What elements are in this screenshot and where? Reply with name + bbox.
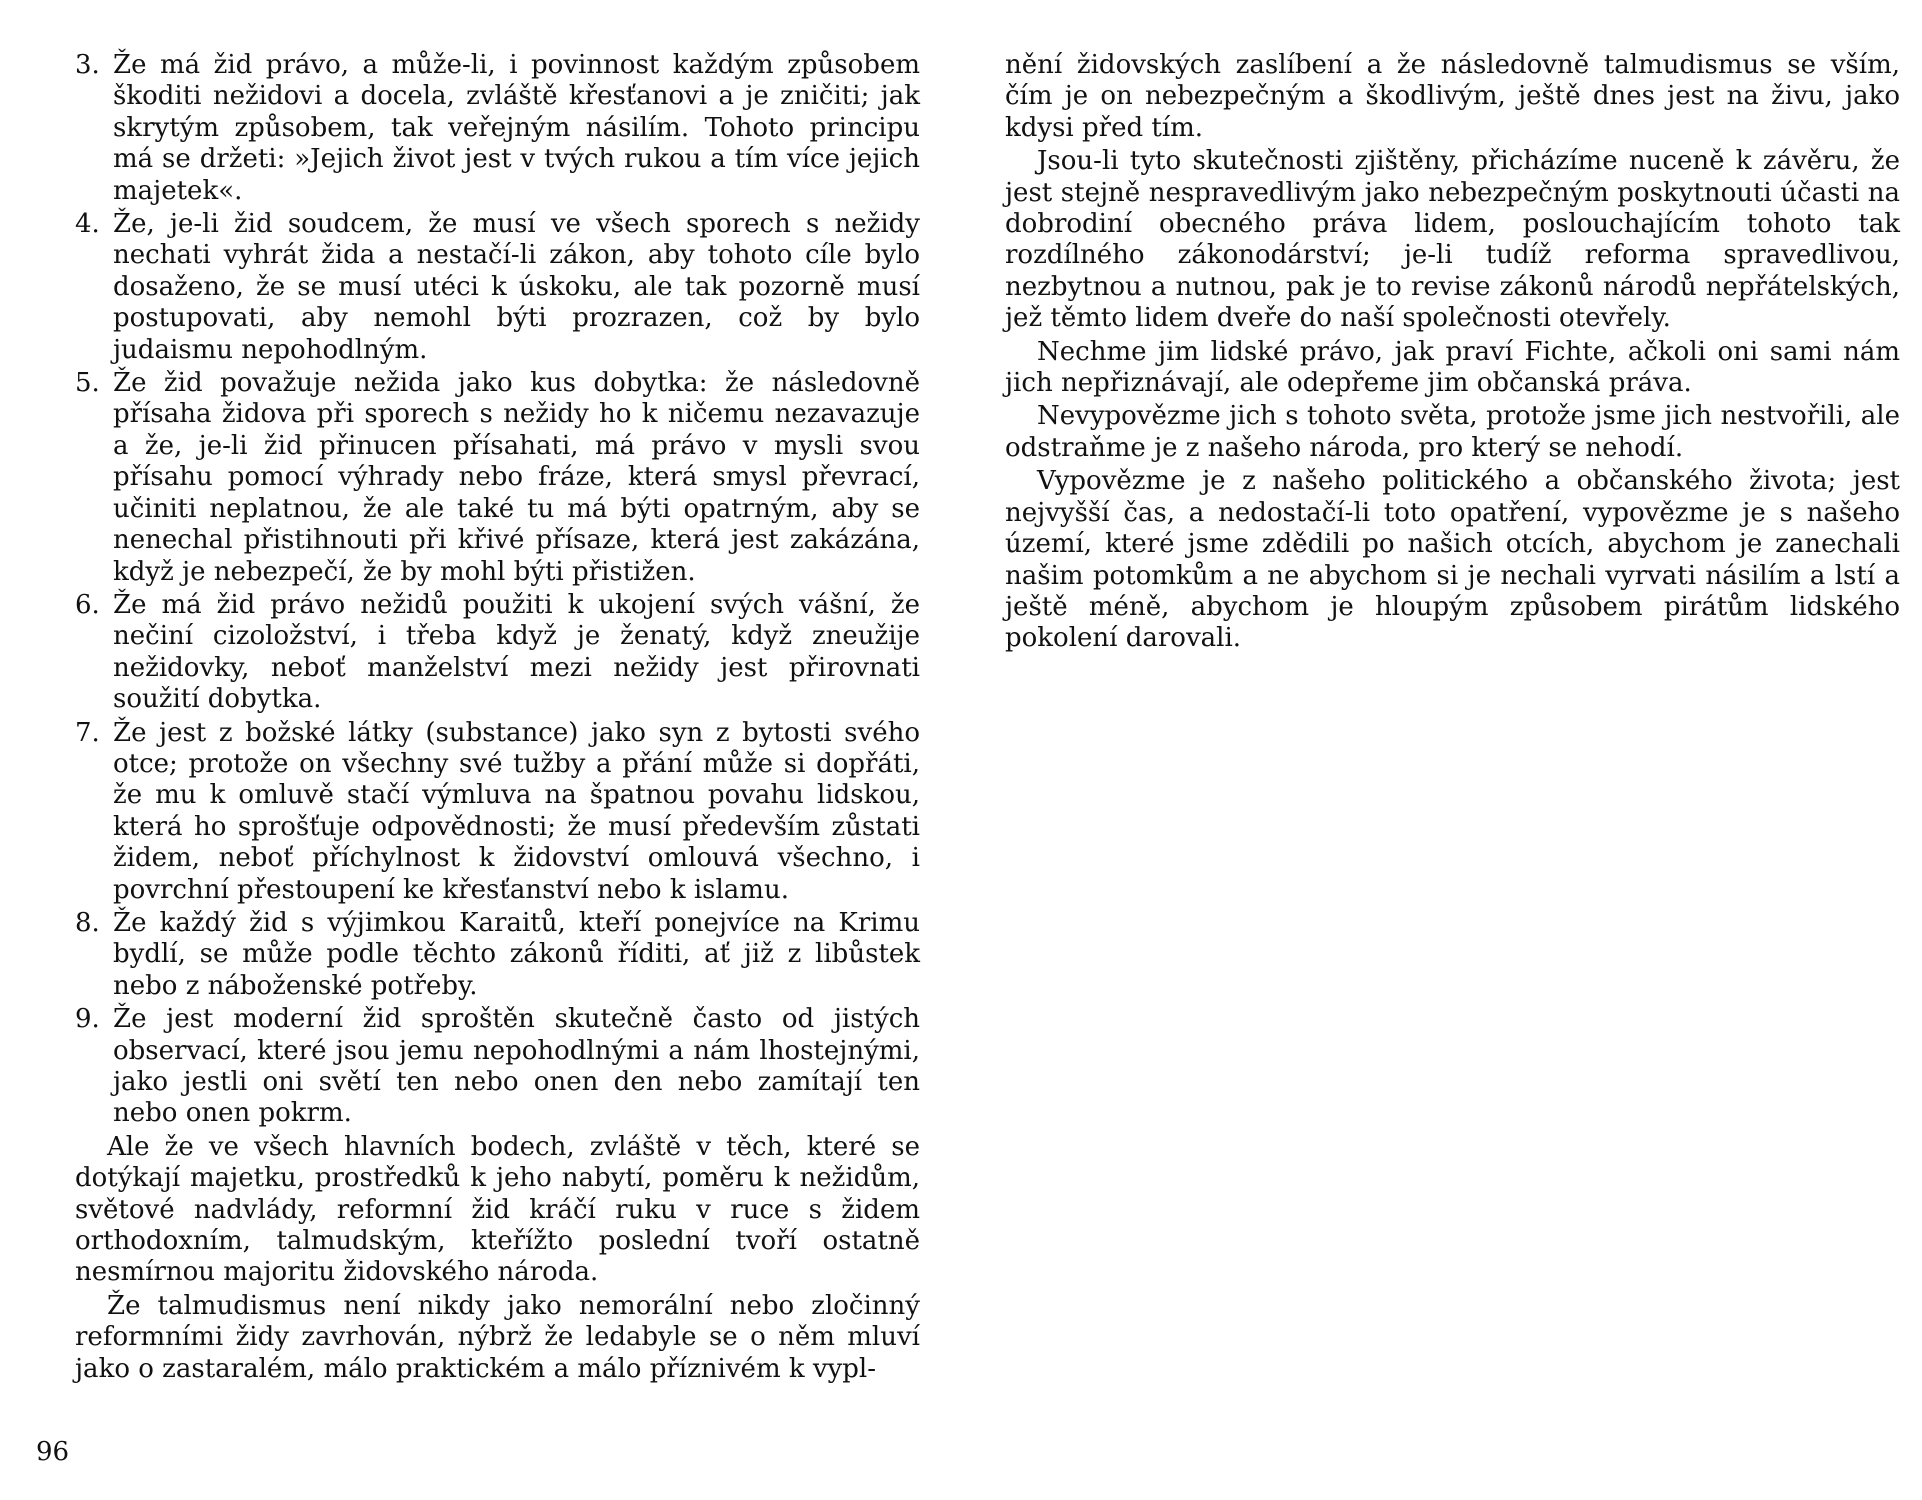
list-item-text: Že má žid právo, a může-li, i povinnost každým způsobem škoditi nežidovi a docela, zvláště křesťanovi a je zničiti; jak skrytým způsobem, tak veřejným násilím. Tohoto principu má se držeti: »Jejich život jest v tvých rukou a tím více jejich majetek«. (113, 50, 920, 206)
body-paragraph: Nechme jim lidské právo, jak praví Fichte, ačkoli oni sami nám jich nepřiznávají, ale odepřeme jim občanská práva. (1005, 336, 1900, 399)
body-paragraph: Nevypovězme jich s tohoto světa, protože jsme jich nestvořili, ale odstraňme je z našeho národa, pro který se nehodí. (1005, 401, 1900, 463)
left-page (75, 50, 920, 1387)
page-number: 96 (36, 1437, 70, 1467)
list-item-number: 3. (75, 50, 100, 80)
list-item (75, 209, 920, 366)
list-item-text: Že, je-li žid soudcem, že musí ve všech sporech s nežidy nechati vyhrát žida a nestačí-li zákon, aby tohoto cíle bylo dosaženo, že se musí utéci k úskoku, ale tak pozorně musí postupovati, aby nemohl býti prozrazen, což by bylo judaismu nepohodlným. (113, 209, 920, 365)
list-item (75, 1004, 920, 1130)
body-paragraph: Že talmudismus není nikdy jako nemorální nebo zločinný reformními židy zavrhován, nýbrž že ledabyle se o něm mluví jako o zastaralém, málo praktickém a málo příznivém k vypl- (75, 1290, 920, 1384)
list-item-text: Že jest z božské látky (substance) jako syn z bytosti svého otce; protože on všechny své tužby a přání může si dopřáti, že mu k omluvě stačí výmluva na špatnou povahu lidskou, která ho sprošťuje odpovědnosti; že musí především zůstati židem, neboť příchylnost k židovství omlouvá všechno, i povrchní přestoupení ke křesťanství nebo k islamu. (113, 717, 920, 905)
list-item-number: 7. (75, 717, 100, 748)
body-paragraph: nění židovských zaslíbení a že následovně talmudismus se vším, čím je on nebezpečným a škodlivým, ještě dnes jest na živu, jako kdysi před tím. (1005, 50, 1900, 143)
list-item (75, 50, 920, 207)
list-item (75, 908, 920, 1002)
list-item (75, 590, 920, 716)
list-item-text: Že každý žid s výjimkou Karaitů, kteří ponejvíce na Krimu bydlí, se může podle těchto zákonů říditi, ať již z libůstek nebo z náboženské potřeby. (113, 907, 920, 1001)
list-item-text: Že má žid právo nežidů použiti k ukojení svých vášní, že nečiní cizoložství, i třeba když je ženatý, když zneužije nežidovky, neboť manželství mezi nežidy jest přirovnati soužití dobytka. (113, 589, 920, 715)
body-paragraph: Vypovězme je z našeho politického a občanského života; jest nejvyšší čas, a nedostačí-li toto opatření, vypovězme je s našeho území, které jsme zdědili po našich otcích, abychom je zanechali našim potomkům a ne abychom si je nechali vyrvati násilím a lstí a ještě méně, abychom je hloupým způsobem pirátům lidského pokolení darovali. (1005, 466, 1900, 654)
body-paragraph: Ale že ve všech hlavních bodech, zvláště v těch, které se dotýkají majetku, prostředků k jeho nabytí, poměru k nežidům, světové nadvlády, reformní žid kráčí ruku v ruce s židem orthodoxním, talmudským, kteřížto poslední tvoří ostatně nesmírnou majoritu židovského národa. (75, 1131, 920, 1288)
list-item (75, 718, 920, 906)
list-item-number: 8. (75, 907, 100, 938)
list-item (75, 368, 920, 588)
right-page (1005, 50, 1900, 657)
list-item-number: 6. (75, 589, 100, 620)
list-item-number: 9. (75, 1004, 100, 1035)
body-paragraph: Jsou-li tyto skutečnosti zjištěny, přicházíme nuceně k závěru, že jest stejně nespravedlivým jako nebezpečným poskytnouti účasti na dobrodiní obecného práva lidem, poslouchajícím tohoto tak rozdílného zákonodárství; je-li tudíž reforma spravedlivou, nezbytnou a nutnou, pak je to revise zákonů národů nepřátelských, jež těmto lidem dveře do naší společnosti otevřely. (1005, 146, 1900, 334)
list-item-number: 4. (75, 209, 100, 240)
list-item-number: 5. (75, 368, 100, 399)
numbered-list (75, 50, 920, 1130)
left-paragraphs (75, 1132, 920, 1385)
list-item-text: Že žid považuje nežida jako kus dobytka: že následovně přísaha židova při sporech s nežidy ho k ničemu nezavazuje a že, je-li žid přinucen přísahati, má právo v mysli svou přísahu pomocí výhrady nebo fráze, která smysl převrací, učiniti neplatnou, že ale také tu má býti opatrným, aby se nenechal přistihnouti při křivé přísaze, která jest zakázána, když je nebezpečí, že by mohl býti přistižen. (113, 368, 920, 587)
list-item-text: Že jest moderní žid sproštěn skutečně často od jistých observací, které jsou jemu nepohodlnými a nám lhostejnými, jako jestli oni světí ten nebo onen den nebo zamítají ten nebo onen pokrm. (113, 1004, 920, 1129)
